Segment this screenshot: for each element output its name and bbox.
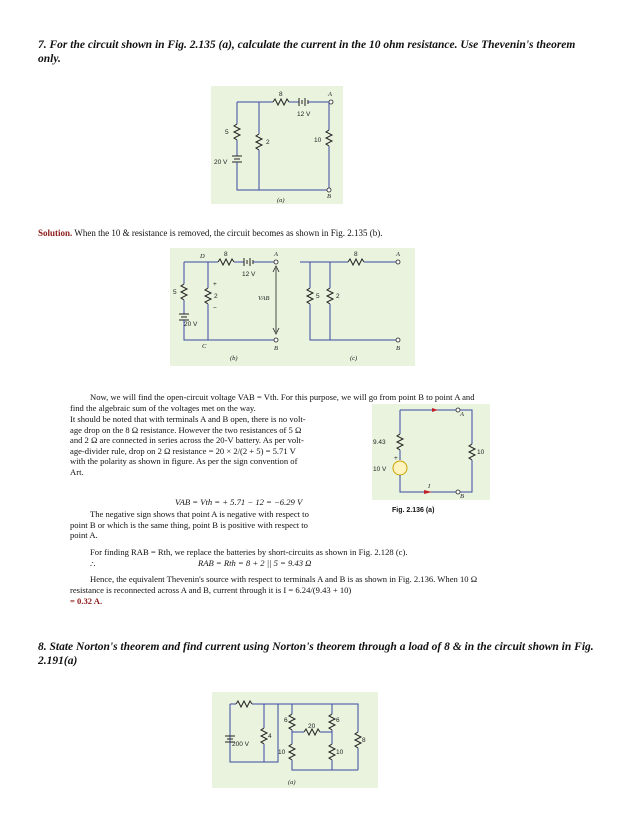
label-136-b: B [460,493,464,500]
label-191-8: 8 [362,737,366,744]
label-b-12v: 12 V [242,271,256,278]
label-12v: 12 V [297,111,311,118]
fig-c-caption: (c) [350,355,358,362]
label-b-a: A [274,251,278,258]
label-191-10b: 10 [336,749,344,756]
figure-2-191-a [212,692,378,788]
label-b-5: 5 [173,289,177,296]
fig-136-caption: Fig. 2.136 (a) [392,507,435,514]
figure-2-135-a [211,86,343,204]
label-b-2: 2 [214,293,218,300]
label-b-20v: 20 V [184,321,198,328]
fig-191-caption: (a) [288,779,296,786]
label-10: 10 [314,137,322,144]
fig-a-caption: (a) [277,197,285,204]
solution-intro [38,228,608,239]
label-i: I [428,483,431,490]
label-d: D [200,253,205,260]
solution-label: Solution. [38,228,73,238]
label-20v: 20 V [214,159,228,166]
therefore-symbol: ∴ [90,559,96,569]
label-vab: VAB [258,295,270,302]
label-191-6b: 6 [336,717,340,724]
label-b-minus: − [213,305,217,312]
solution-text: When the 10 & resistance is removed, the circuit becomes as shown in Fig. 2.135 (b). [74,228,383,238]
label-5: 5 [225,129,229,136]
label-b-b: B [274,345,278,352]
equation-vab: VAB = Vth = + 5.71 − 12 = −6.29 V [175,497,303,507]
explain-p2: It should be noted that with terminals A and B open, there is no volt- age drop on the 8 Ω resistance. However the two resistances of 5 Ω and 2 Ω are connected in series across the 20-V battery. As per volt- age-divider rule, drop on 2 Ω resistance = 20 × 2/(2 + 5) = 5.71 V with the polarity as shown in figure. As per the sign convention of Art. [70,414,306,477]
label-191-6a: 6 [284,717,288,724]
result: = 0.32 A. [70,596,103,606]
label-c-5: 5 [316,293,320,300]
label-b-plus: + [213,281,217,288]
explain-p5: Hence, the equivalent Thevenin's source with respect to terminals A and B is as shown in Fig. 2.136. When 10 Ω resistance is reconnected across A and B, current through it is I = 6.24/(9.43 + 10) [70,574,478,595]
question-8: 8. State Norton's theorem and find current using Norton's theorem through a load of 8 & in the circuit shown in Fig. 2.191(a) [38,641,594,667]
explain-p4: For finding RAB = Rth, we replace the batteries by short-circuits as shown in Fig. 2.128 (c). [90,547,408,557]
label-c-a: A [396,251,400,258]
label-c-b: B [396,345,400,352]
label-136-a: A [460,411,464,418]
label-136-10: 10 [477,449,485,456]
label-9-43: 9.43 [373,439,386,446]
explain-p1: Now, we will find the open-circuit voltage VAB = Vth. For this purpose, we will go from point B to point A and find the algebraic sum of the voltages met on the way. [70,392,475,413]
label-c-2: 2 [336,293,340,300]
label-a: A [328,91,332,98]
label-c: C [202,343,207,350]
label-b-8: 8 [224,251,228,258]
label-191-10a: 10 [278,749,286,756]
label-c-8: 8 [354,251,358,258]
label-136-plus: + [394,455,398,462]
figure-2-135-bc [170,248,415,366]
question-7: 7. For the circuit shown in Fig. 2.135 (a), calculate the current in the 10 ohm resistance. Use Thevenin's theorem only. [38,39,576,65]
label-200v: 200 V [232,741,249,748]
label-191-4: 4 [268,733,272,740]
label-8: 8 [279,91,283,98]
label-b: B [327,193,331,200]
fig-b-caption: (b) [230,355,238,362]
equation-rab: RAB = Rth = 8 + 2 || 5 = 9.43 Ω [198,558,312,568]
figure-2-136 [372,404,490,500]
explain-p3: The negative sign shows that point A is negative with respect to point B or which is the same thing, point B is positive with respect to point A. [70,509,309,541]
label-191-20: 20 [308,723,316,730]
label-10v: 10 V [373,466,387,473]
label-2: 2 [266,139,270,146]
